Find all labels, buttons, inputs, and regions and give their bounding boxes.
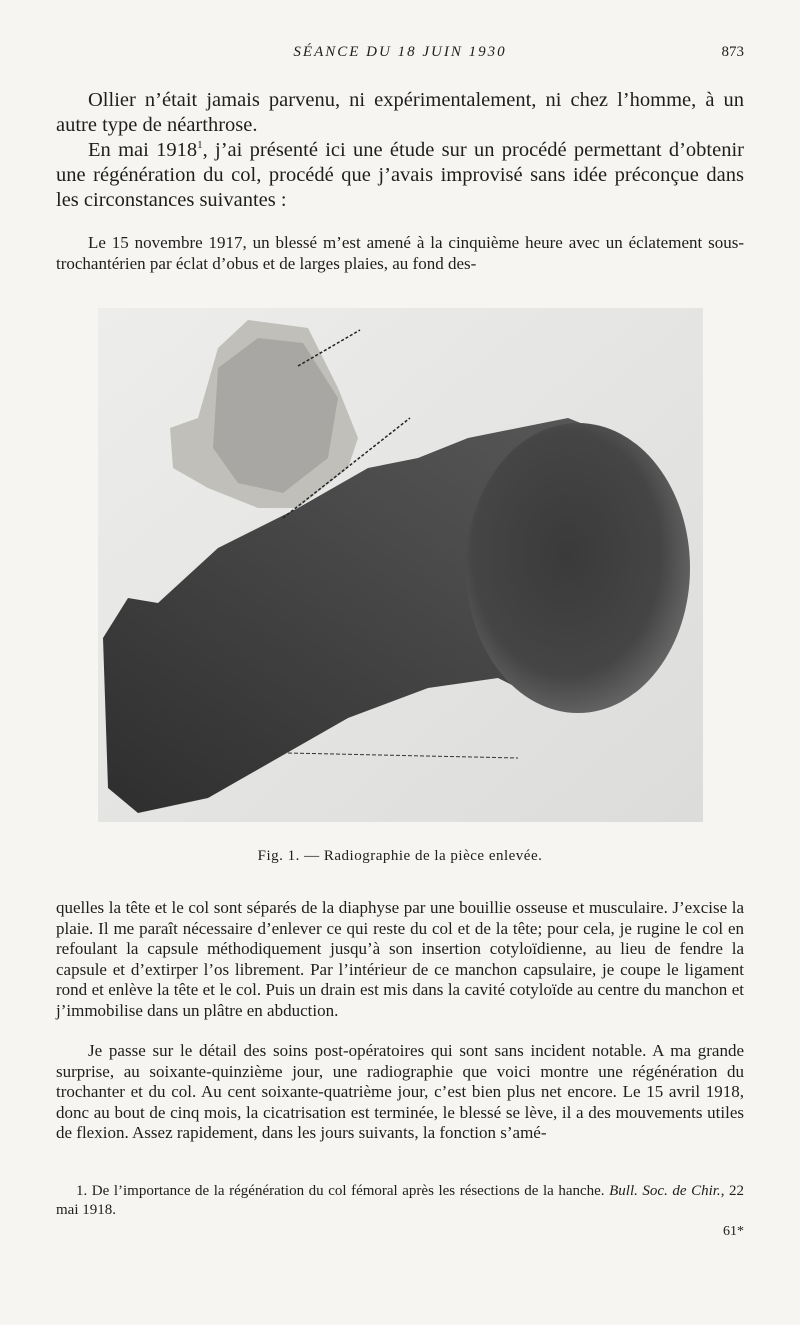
page-header — [56, 44, 744, 68]
femur-radiograph-image — [98, 308, 703, 822]
figure-caption-text: — Radiographie de la pièce enlevée. — [304, 848, 543, 864]
paragraph-2-rest: , j’ai présenté ici une étude sur un procédé permettant d’obtenir une régénération du col, procédé que j’avais improvisé sans idée préconçue dans les circonstances suivantes : — [56, 139, 744, 211]
footnote-journal: Bull. Soc. de Chir. — [609, 1183, 721, 1199]
footnote-marker: 1 — [197, 139, 203, 152]
footnote — [56, 1182, 744, 1220]
figure-label: Fig. 1. — [257, 848, 300, 864]
paragraph-2 — [56, 138, 744, 213]
figure-caption — [0, 848, 800, 865]
paragraph-5: Je passe sur le détail des soins post-opératoires qui sont sans incident notable. A ma grande surprise, au soixante-quinzième jour, une radiographie que voici montre une régénération du trochanter et du col. Au cent soixante-quatrième jour, c’est bien plus net encore. Le 15 avril 1918, donc au bout de cinq mois, la cicatrisation est terminée, le blessé se lève, il a des mouvements utiles de flexion. Assez rapidement, dans les jours suivants, la fonction s’amé- — [56, 1041, 744, 1142]
footnote-date: , 22 mai 1918. — [56, 1183, 744, 1218]
paragraph-2-start: En mai 1918 — [88, 139, 198, 161]
footnote-text: 1. De l’importance de la régénération du col fémoral après les résections de la hanche. — [76, 1183, 605, 1199]
running-title: SÉANCE DU 18 JUIN 1930 — [293, 44, 507, 60]
paragraph-1: Ollier n’était jamais parvenu, ni expérimentalement, ni chez l’homme, à un autre type de néarthrose. — [56, 89, 744, 136]
paragraph-4: quelles la tête et le col sont séparés de la diaphyse par une bouillie osseuse et musculaire. J’excise la plaie. Il me paraît nécessaire d’enlever ce qui reste du col et de la tête; pour cela, je rugine le col en refoulant la capsule méthodiquement jusqu’à son insertion cotyloïdienne, au lieu de fendre la capsule et d’extirper l’os librement. Par l’intérieur de ce manchon capsulaire, je coupe le ligament rond et enlève la tête et le col. Puis un drain est mis dans la cavité cotyloïde au centre du manchon et j’immobilise dans un plâtre en abduction. — [56, 898, 744, 1020]
paragraph-3: Le 15 novembre 1917, un blessé m’est amené à la cinquième heure avec un éclatement sous-trochantérien par éclat d’obus et de larges plaies, au fond des- — [56, 233, 744, 273]
printer-signature-mark: 61* — [723, 1224, 744, 1239]
radiograph-figure — [98, 308, 703, 822]
page-number: 873 — [721, 44, 744, 60]
